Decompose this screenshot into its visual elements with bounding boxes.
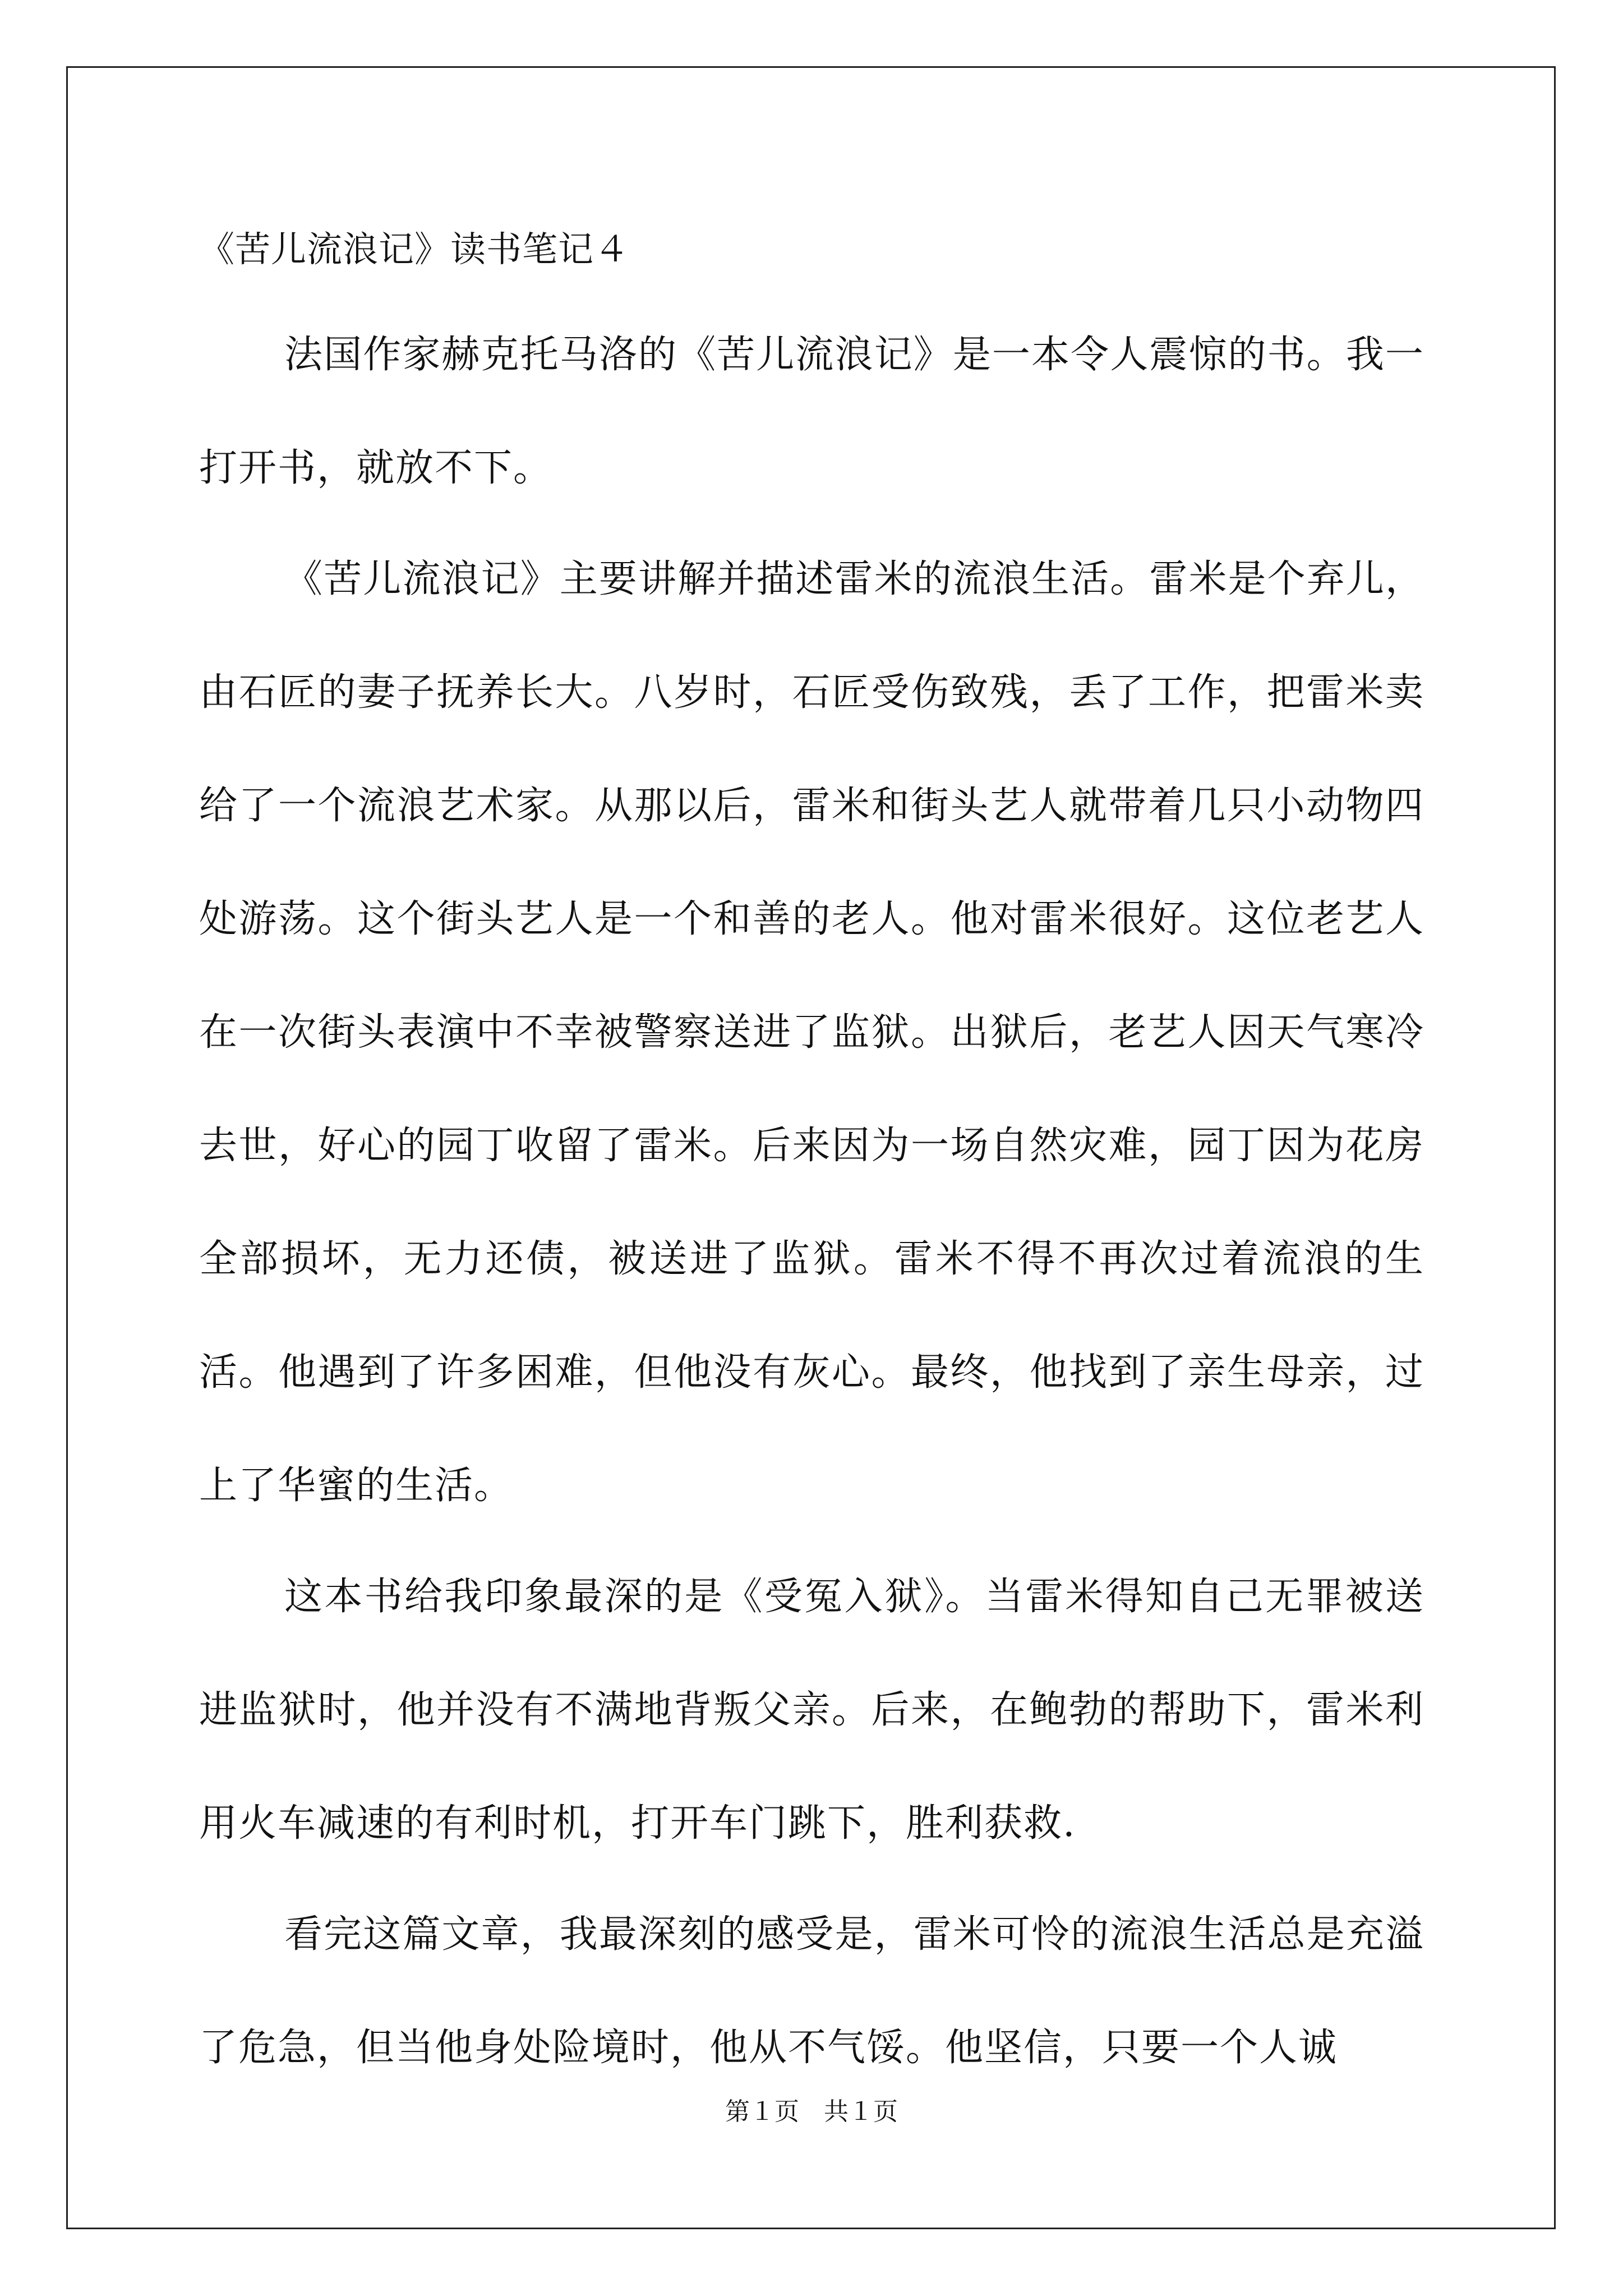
page-footer: 第１页 共１页 bbox=[725, 2097, 898, 2126]
paragraph-intro: 法国作家赫克托马洛的《苦儿流浪记》是一本令人震惊的书。我一打开书，就放不下。 bbox=[199, 333, 1424, 490]
paragraph-impression: 这本书给我印象最深的是《受冤入狱》。当雷米得知自己无罪被送进监狱时，他并没有不满地背叛父亲。后来，在鲍勃的帮助下，雷米利用火车减速的有利时机，打开车门跳下，胜利获救. bbox=[199, 1575, 1424, 1846]
document-title: 《苦儿流浪记》读书笔记４ bbox=[199, 229, 630, 270]
paragraph-summary: 《苦儿流浪记》主要讲解并描述雷米的流浪生活。雷米是个弃儿，由石匠的妻子抚养长大。八岁时，石匠受伤致残，丢了工作，把雷米卖给了一个流浪艺术家。从那以后，雷米和街头艺人就带着几只小动物四处游荡。这个街头艺人是一个和善的老人。他对雷米很好。这位老艺人在一次街头表演中不幸被警察送进了监狱。出狱后，老艺人因天气寒冷去世，好心的园丁收留了雷米。后来因为一场自然灾难，园丁因为花房全部损坏，无力还债，被送进了监狱。雷米不得不再次过着流浪的生活。他遇到了许多困难，但他没有灰心。最终，他找到了亲生母亲，过上了华蜜的生活。 bbox=[199, 557, 1424, 1508]
document-body bbox=[199, 219, 1424, 2105]
paragraph-reflection: 看完这篇文章，我最深刻的感受是，雷米可怜的流浪生活总是充溢了危急，但当他身处险境时，他从不气馁。他坚信，只要一个人诚 bbox=[199, 1912, 1424, 2070]
